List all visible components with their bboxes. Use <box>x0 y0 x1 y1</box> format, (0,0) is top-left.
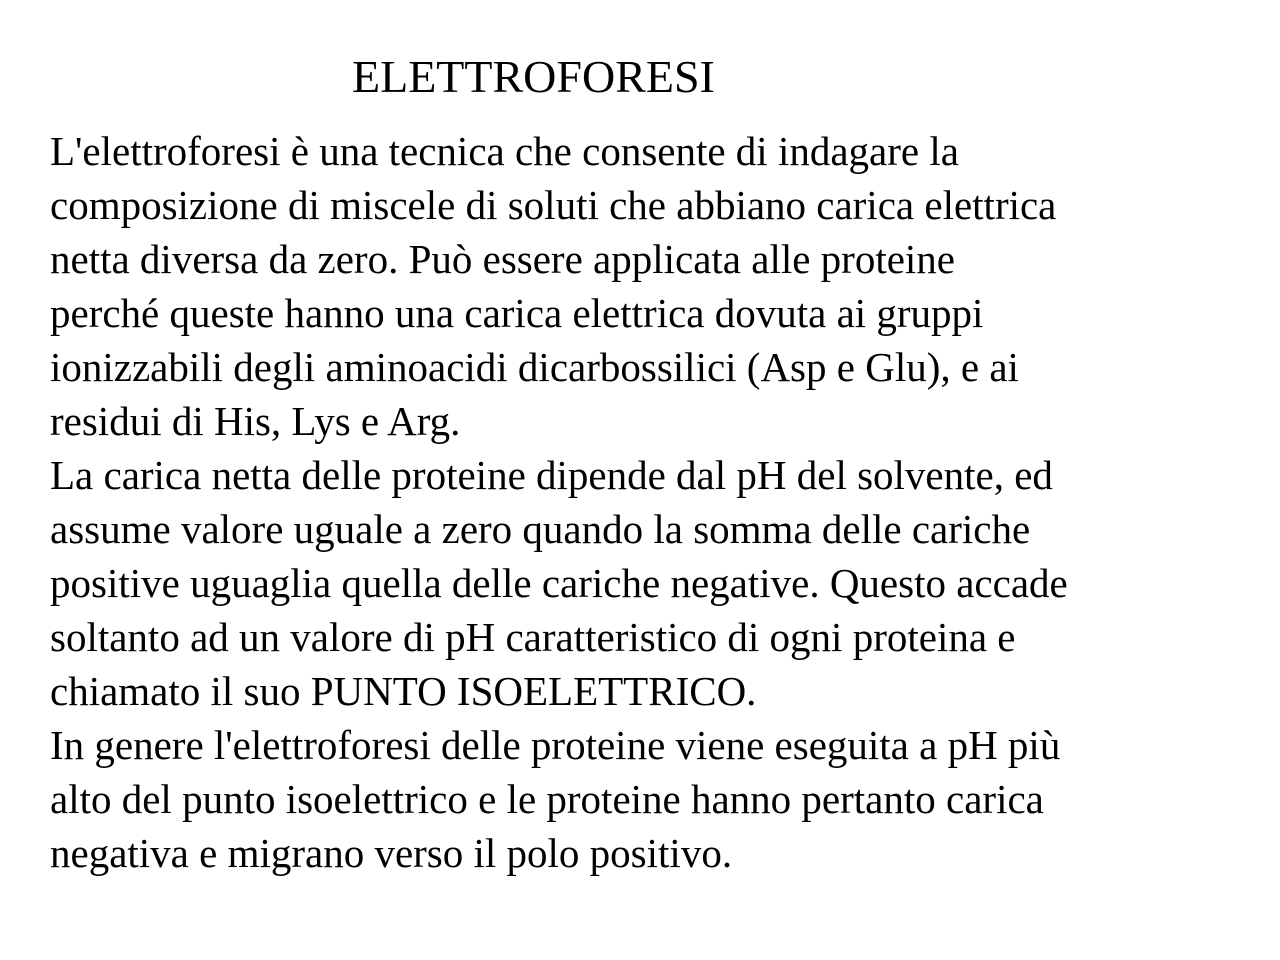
text-line: L'elettroforesi è una tecnica che consente di indagare la <box>50 128 959 174</box>
body-text <box>50 124 1260 880</box>
text-line: La carica netta delle proteine dipende dal pH del solvente, ed <box>50 452 1053 498</box>
text-line: chiamato il suo PUNTO ISOELETTRICO. <box>50 668 757 714</box>
text-line: soltanto ad un valore di pH caratteristico di ogni proteina e <box>50 614 1016 660</box>
slide-title: ELETTROFORESI <box>352 51 715 102</box>
text-line: In genere l'elettroforesi delle proteine viene eseguita a pH più <box>50 722 1061 768</box>
text-line: negativa e migrano verso il polo positivo. <box>50 830 733 876</box>
text-line: netta diversa da zero. Può essere applicata alle proteine <box>50 236 956 282</box>
text-line: residui di His, Lys e Arg. <box>50 398 461 444</box>
text-line: positive uguaglia quella delle cariche negative. Questo accade <box>50 560 1068 606</box>
text-line: perché queste hanno una carica elettrica dovuta ai gruppi <box>50 290 984 336</box>
text-line: assume valore uguale a zero quando la somma delle cariche <box>50 506 1031 552</box>
text-line: alto del punto isoelettrico e le proteine hanno pertanto carica <box>50 776 1044 822</box>
text-line: composizione di miscele di soluti che abbiano carica elettrica <box>50 182 1057 228</box>
text-line: ionizzabili degli aminoacidi dicarbossilici (Asp e Glu), e ai <box>50 344 1019 390</box>
